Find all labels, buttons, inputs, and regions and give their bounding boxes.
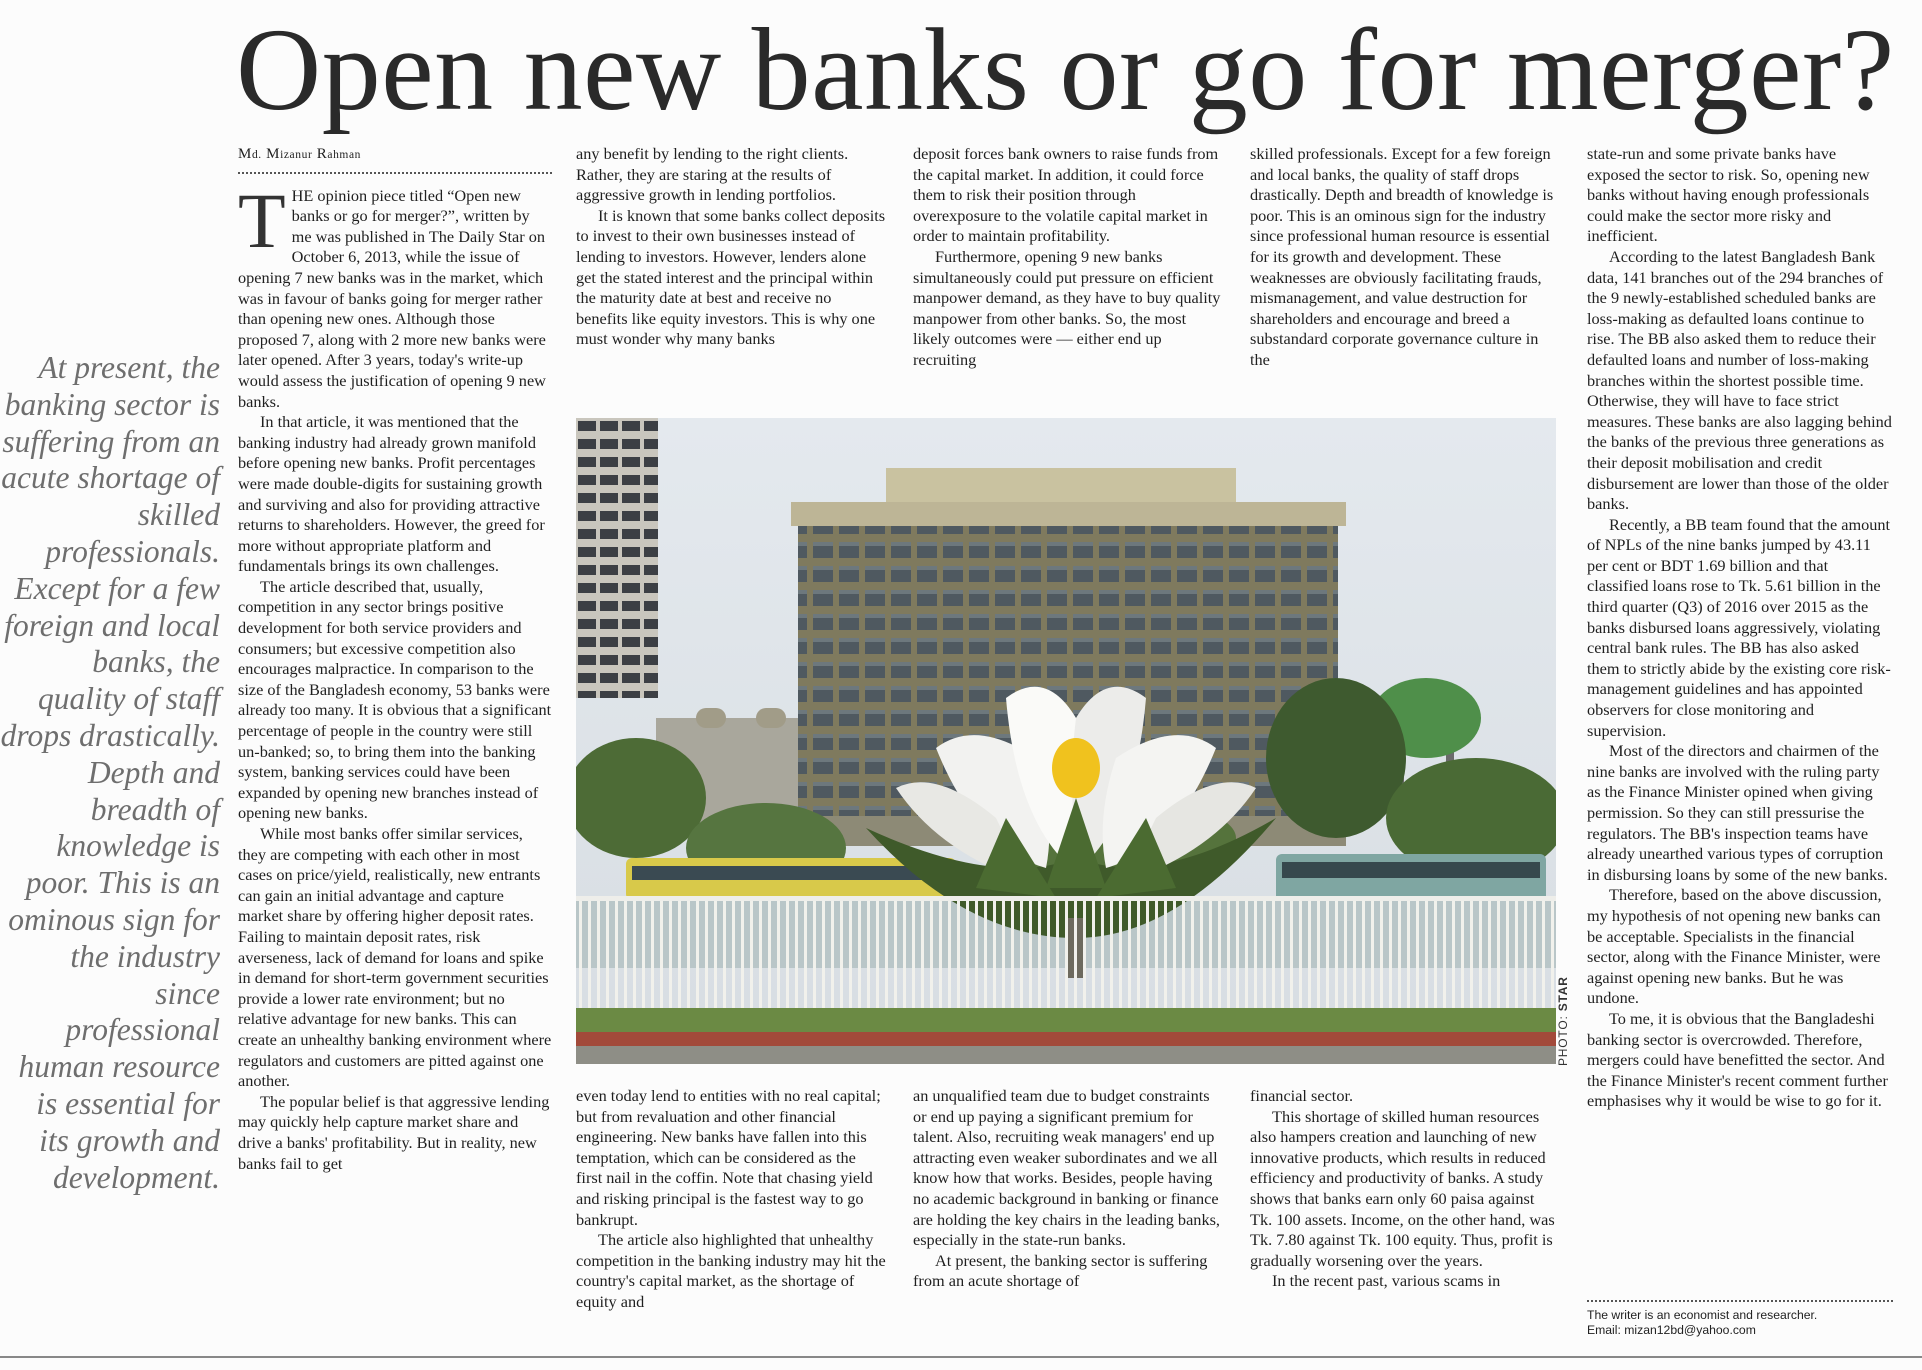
paragraph: THE opinion piece titled “Open new banks or go for merger?”, written by me was published in The Daily Star on October 6, 2013, while the issue of opening 7 new banks was in the market, which was in favour of banks going for merger rather than opening new ones. Although those proposed 7, along with 2 more new banks were later opened. After 3 years, today's write-up would assess the justification of opening 9 new banks. xyxy=(238,176,546,411)
column-4-bottom xyxy=(1250,1086,1560,1292)
paragraph: The popular belief is that aggressive lending may quickly help capture market share and drive a banks' profitability. But in reality, new banks fail to get xyxy=(238,1091,550,1173)
paragraph: even today lend to entities with no real capital; but from revaluation and other financial engineering. New banks have fallen into this temptation, which can be considered as the first nail in the coffin. Note that chasing yield and risking principal is the fastest way to go bankrupt. xyxy=(576,1086,881,1229)
author-email: Email: mizan12bd@yahoo.com xyxy=(1587,1323,1756,1337)
column-3-top xyxy=(913,144,1223,371)
byline: Md. Mizanur Rahman xyxy=(238,144,552,174)
paragraph: The article described that, usually, competition in any sector brings positive development for both service providers and consumers; but excessive competition also encourages malpractice. In comparison to the size of the Bangladesh economy, 53 banks were already too many. It is obvious that a significant percentage of people in the country were still un-banked; so, to bring them into the banking system, banking services could have been expanded by opening new branches instead of opening new banks. xyxy=(238,576,552,823)
photo-credit: PHOTO: STAR xyxy=(1556,976,1570,1066)
paragraph: In that article, it was mentioned that the banking industry had already grown manifold before opening new banks. Profit percentages were made double-digits for sustaining growth and surviving and also for providing attractive returns to shareholders. However, the greed for more without appropriate platform and fundamentals brings its own challenges. xyxy=(238,412,545,576)
paragraph: Therefore, based on the above discussion, my hypothesis of not opening new banks can be acceptable. Specialists in the financial sector, along with the Finance Minister, were against opening new banks. But he was undone. xyxy=(1587,885,1882,1008)
paragraph: While most banks offer similar services, they are competing with each other in most cases on price/yield, realistically, new entrants can gain an initial advantage and capture market share by offering higher deposit rates. Failing to maintain deposit rates, risk averseness, lack of demand for loans and spike in demand for short-term government securities provide a lower rate environment; but no relative advantage for new banks. This can create an unhealthy banking environment where regulators and customers are pitted against one another. xyxy=(238,824,552,1091)
column-4-top xyxy=(1250,144,1560,371)
paragraph: financial sector. xyxy=(1250,1086,1354,1105)
paragraph: To me, it is obvious that the Bangladeshi banking sector is overcrowded. Therefore, mergers could have benefitted the sector. And the Finance Minister's recent comment further emphasises why it would be wise to go for it. xyxy=(1587,1008,1888,1111)
column-2-bottom xyxy=(576,1086,886,1313)
bank-building-lotus-image xyxy=(576,418,1556,1064)
column-2-top xyxy=(576,144,886,350)
pull-quote: At present, the banking sector is suffering from an acute shortage of skilled professionals. Except for a few foreign and local banks, the quality of staff drops drastically. Depth and breadth of knowledge is poor. This is an ominous sign for the industry since professional human resource is essential for its growth and development. xyxy=(0,350,220,1195)
paragraph: At present, the banking sector is suffering from an acute shortage of xyxy=(913,1250,1208,1291)
column-3-bottom xyxy=(913,1086,1223,1292)
paragraph: an unqualified team due to budget constraints or end up paying a significant premium for talent. Also, recruiting weak managers' end up attracting even weaker subordinates and we all know how that works. Besides, people having no academic background in banking or finance are holding the key chairs in the leading banks, especially in the state-run banks. xyxy=(913,1086,1220,1250)
column-5 xyxy=(1587,144,1893,1112)
paragraph: The article also highlighted that unhealthy competition in the banking industry may hit the country's capital market, as the shortage of equity and xyxy=(576,1230,886,1311)
column-1 xyxy=(238,144,552,1174)
paragraph: In the recent past, various scams in xyxy=(1272,1271,1501,1291)
paragraph: deposit forces bank owners to raise funds from the capital market. In addition, it could force them to risk their position through overexposure to the volatile capital market in order to maintain profitability. xyxy=(913,144,1219,246)
paragraph: Most of the directors and chairmen of the nine banks are involved with the ruling party as the Finance Minister opined when giving permission. So they can still pressurise the regulators. The BB's inspection teams have already unearthed various types of corruption in disbursing loans by some of the new banks. xyxy=(1587,741,1888,884)
author-bio: The writer is an economist and researcher. xyxy=(1587,1308,1818,1322)
paragraph: skilled professionals. Except for a few foreign and local banks, the quality of staff drops drastically. Depth and breadth of knowledge is poor. This is an ominous sign for the industry since professional human resource is essential for its growth and development. These weaknesses are obviously facilitating frauds, mismanagement, and value destruction for shareholders and encourage and breed a substandard corporate governance culture in the xyxy=(1250,144,1554,369)
paragraph: This shortage of skilled human resources also hampers creation and launching of new innovative products, which results in reduced efficiency and productivity of banks. A study shows that banks earn only 60 paisa against Tk. 100 assets. Income, on the other hand, was Tk. 7.80 against Tk. 100 equity. Thus, profit is gradually worsening over the years. xyxy=(1250,1106,1555,1270)
page-bottom-rule xyxy=(0,1356,1922,1358)
headline: Open new banks or go for merger? xyxy=(236,4,1895,135)
bangladesh-bank-photo xyxy=(576,418,1556,1064)
paragraph: Furthermore, opening 9 new banks simultaneously could put pressure on efficient manpower demand, as they have to buy quality manpower from other banks. So, the most likely outcomes were — either end up recruiting xyxy=(913,246,1221,369)
paragraph: Recently, a BB team found that the amount of NPLs of the nine banks jumped by 43.11 per cent or BDT 1.69 billion and that classified loans rose to Tk. 5.61 billion in the third quarter (Q3) of 2016 over 2015 as the banks disbursed loans aggressively, violating central bank rules. The BB has also asked them to strictly abide by the existing core risk-management guidelines and has appointed observers for close monitoring and supervision. xyxy=(1587,514,1891,740)
paragraph: According to the latest Bangladesh Bank data, 141 branches out of the 294 branches of the 9 newly-established scheduled banks are loss-making as defaulted loans continue to rise. The BB also asked them to reduce their defaulted loans and number of loss-making branches within the shortest possible time. Otherwise, they will have to face strict measures. These banks are also lagging behind the banks of the previous three generations as their deposit mobilisation and credit disbursement are lower than those of the older banks. xyxy=(1587,246,1892,514)
paragraph: It is known that some banks collect deposits to invest to their own businesses instead of lending to investors. However, lenders alone get the stated interest and the principal within the maturity date at best and receive no benefits like equity investors. This is why one must wonder why many banks xyxy=(576,205,886,349)
drop-cap: T xyxy=(238,176,286,264)
author-footnote xyxy=(1587,1300,1893,1338)
paragraph: state-run and some private banks have exposed the sector to risk. So, opening new banks without having enough professionals could make the sector more risky and inefficient. xyxy=(1587,144,1870,246)
paragraph: any benefit by lending to the right clients. Rather, they are staring at the results of aggressive growth in lending portfolios. xyxy=(576,144,849,205)
